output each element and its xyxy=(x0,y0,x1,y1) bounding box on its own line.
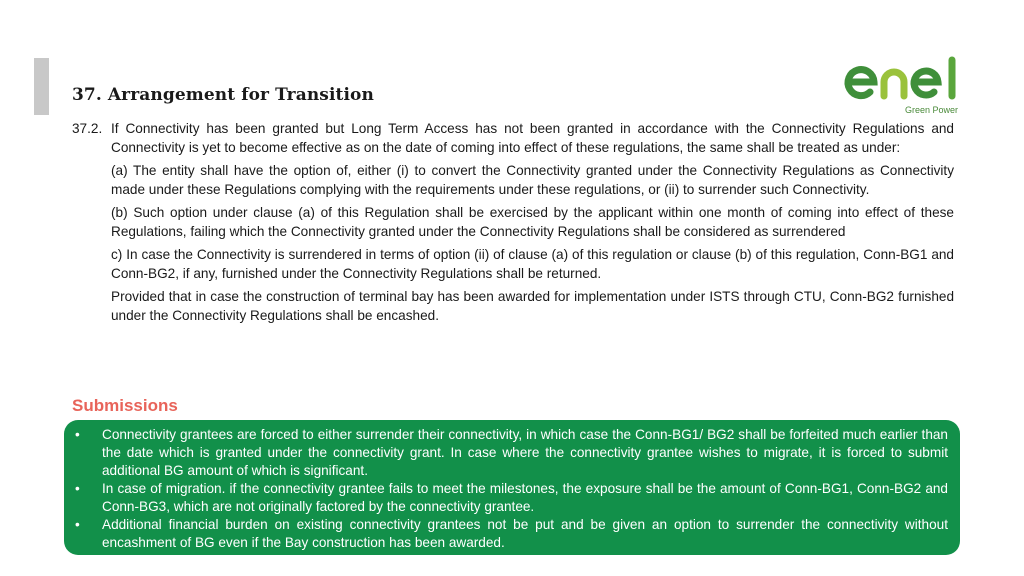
title-accent-bar xyxy=(34,58,49,115)
page-title: 37. Arrangement for Transition xyxy=(72,85,374,105)
list-item xyxy=(74,426,948,480)
bullet-icon: • xyxy=(75,517,80,532)
clause-intro: If Connectivity has been granted but Long Term Access has not been granted in accordance with the Connectivity Regulations and Connectivity is yet to become effective as on the date of coming into effect of these regulations, the same shall be treated as under: xyxy=(111,121,954,155)
list-item xyxy=(74,516,948,552)
submission-text: Additional financial burden on existing connectivity grantees not be put and be given an option to surrender the connectivity without encashment of BG even if the Bay construction has been awarded. xyxy=(102,517,948,550)
submissions-list xyxy=(74,426,948,552)
clause-37-2 xyxy=(72,120,954,157)
bullet-icon: • xyxy=(75,481,80,496)
logo-subtitle: Green Power xyxy=(904,105,958,115)
clause-proviso: Provided that in case the construction of terminal bay has been awarded for implementation under ISTS through CTU, Conn-BG2 furnished under the Connectivity Regulations shall be encashed. xyxy=(111,289,954,323)
clause-body xyxy=(72,120,954,325)
clause-paragraph-b: (b) Such option under clause (a) of this Regulation shall be exercised by the applicant within one month of coming into effect of these Regulations, failing which the Connectivity granted under the Connectivity Regulations shall be considered as surrendered xyxy=(111,205,954,239)
submission-text: Connectivity grantees are forced to either surrender their connectivity, in which case the Conn-BG1/ BG2 shall be forfeited much earlier than the date which is granted under the connectivity grant. In case where the connectivity grantee wishes to migrate, it is forced to submit additional BG amount of which is significant. xyxy=(102,427,948,478)
bullet-icon: • xyxy=(75,427,80,442)
submissions-box xyxy=(64,420,960,555)
clause-number: 37.2. xyxy=(72,121,103,136)
clause-paragraph-c: c) In case the Connectivity is surrendered in terms of option (ii) of clause (a) of this regulation or clause (b) of this regulation, Conn-BG1 and Conn-BG2, if any, furnished under the Connectivity Regulations shall be returned. xyxy=(111,247,954,281)
clause-paragraph-a: (a) The entity shall have the option of, either (i) to convert the Connectivity granted under the Connectivity Regulations as Connectivity made under these Regulations complying with the requirements under these regulations, or (ii) to surrender such Connectivity. xyxy=(111,163,954,197)
submission-text: In case of migration. if the connectivity grantee fails to meet the milestones, the exposure shall be the amount of Conn-BG1, Conn-BG2 and Conn-BG3, which are not originally factored by the connectivity grantee. xyxy=(102,481,948,514)
submissions-heading: Submissions xyxy=(72,396,178,415)
list-item xyxy=(74,480,948,516)
